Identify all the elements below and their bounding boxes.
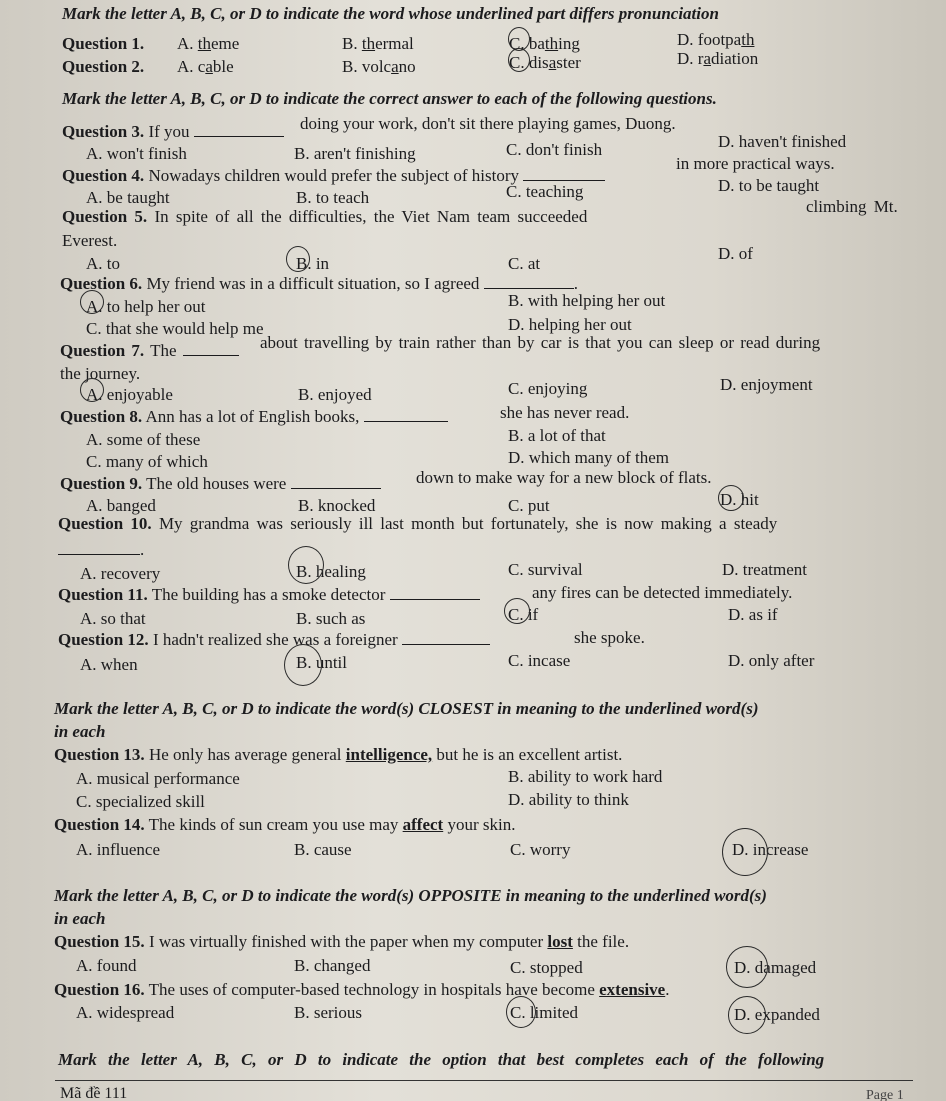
pen-mark-circle	[506, 996, 536, 1028]
underlined-word: extensive	[599, 980, 666, 999]
option-c: C. stopped	[510, 958, 583, 977]
option-c: C. disaster	[509, 53, 581, 72]
instruction-opposite-cont: in each	[54, 909, 106, 928]
option-a: A. found	[76, 956, 137, 975]
answer-blank	[183, 341, 239, 356]
pen-mark-circle	[504, 598, 530, 624]
exam-code: Mã đề 111	[60, 1085, 128, 1101]
question-15: Question 15. I was virtually finished with the paper when my computer lost the file.	[54, 932, 630, 951]
option-b: B. such as	[296, 609, 366, 628]
answer-blank	[390, 585, 480, 600]
option-b: B. healing	[296, 562, 366, 581]
option-c: C. worry	[510, 840, 571, 859]
question-label: Question 7.	[60, 341, 145, 360]
option-d: D. hit	[720, 490, 759, 509]
option-b: B. a lot of that	[508, 426, 606, 445]
pen-mark-circle	[80, 378, 104, 402]
option-a: A. be taught	[86, 188, 170, 207]
option-c: C. survival	[508, 560, 583, 579]
question-7: Question 7. The about travelling by train rather than by car is that you can sleep or read during	[60, 333, 821, 360]
question-9: Question 9. The old houses were down to make way for a new block of flats.	[60, 468, 712, 493]
pen-mark-circle	[284, 644, 322, 686]
question-14: Question 14. The kinds of sun cream you use may affect your skin.	[54, 815, 516, 834]
option-d: D. as if	[728, 605, 778, 624]
option-a: A. when	[80, 655, 138, 674]
answer-blank	[364, 407, 448, 422]
pen-mark-circle	[718, 485, 744, 511]
option-a: A. won't finish	[86, 144, 187, 163]
question-label: Question 4.	[62, 166, 145, 185]
answer-blank	[58, 540, 140, 555]
pen-mark-circle	[80, 290, 104, 314]
answer-blank	[402, 630, 490, 645]
question-10-options	[80, 560, 807, 584]
question-5: Question 5. In spite of all the difficulties, the Viet Nam team succeeded climbing Mt.	[62, 197, 898, 226]
option-c: C. bathing	[509, 34, 580, 53]
answer-blank	[484, 274, 574, 289]
pen-mark-circle	[726, 946, 768, 988]
option-d: D. of	[718, 244, 753, 263]
option-b: B. enjoyed	[298, 385, 372, 404]
footer-divider	[55, 1080, 913, 1081]
option-c: C. if	[508, 605, 539, 624]
pen-mark-circle	[508, 48, 530, 72]
question-2	[62, 49, 759, 77]
instruction-complete: Mark the letter A, B, C, or D to indicate the option that best completes each of the following	[58, 1050, 825, 1069]
option-a: A. so that	[80, 609, 146, 628]
option-b: B. knocked	[298, 496, 376, 515]
question-13: Question 13. He only has average general intelligence, but he is an excellent artist.	[54, 745, 623, 764]
option-d: D. treatment	[722, 560, 807, 579]
option-c: C. put	[508, 496, 550, 515]
question-5-continued: Everest.	[62, 231, 118, 250]
question-label: Question 12.	[58, 630, 149, 649]
instruction-closest-cont: in each	[54, 722, 106, 741]
option-d: D. only after	[728, 651, 815, 670]
pen-mark-circle	[728, 996, 766, 1034]
option-c: C. limited	[510, 1003, 578, 1022]
question-label: Question 11.	[58, 585, 148, 604]
option-a: A. cable	[177, 57, 234, 76]
question-label: Question 10.	[58, 514, 152, 533]
pen-mark-circle	[722, 828, 768, 876]
question-11-options	[80, 605, 778, 629]
question-9-options	[86, 490, 759, 516]
question-1	[62, 30, 755, 54]
option-b: B. changed	[294, 956, 371, 975]
option-a: A. theme	[177, 34, 240, 53]
question-label: Question 6.	[60, 274, 143, 293]
option-c: C. specialized skill	[76, 792, 205, 811]
option-b: B. aren't finishing	[294, 144, 416, 163]
question-7-continued: the journey.	[60, 364, 141, 383]
underlined-word: intelligence,	[345, 745, 433, 764]
question-12: Question 12. I hadn't realized she was a foreigner she spoke.	[58, 628, 645, 649]
question-label: Question 3.	[62, 122, 145, 141]
question-13-options-2	[76, 790, 629, 812]
option-b: B. volcano	[342, 57, 416, 76]
instruction-opposite: Mark the letter A, B, C, or D to indicate the word(s) OPPOSITE in meaning to the underlined word(s)	[54, 886, 767, 905]
option-a: A. musical performance	[76, 769, 240, 788]
question-label: Question 16.	[54, 980, 145, 999]
question-13-options	[76, 767, 663, 789]
option-d: D. which many of them	[508, 448, 669, 467]
question-6-options-2	[86, 315, 632, 339]
question-11: Question 11. The building has a smoke detector any fires can be detected immediately.	[58, 583, 793, 604]
question-5-options	[86, 244, 753, 274]
option-b: B. thermal	[342, 34, 414, 53]
page-number: Page 1	[866, 1088, 904, 1101]
option-b: B. until	[296, 653, 348, 672]
question-16-options	[76, 1003, 820, 1024]
option-c: C. many of which	[86, 452, 208, 471]
option-d: D. ability to think	[508, 790, 629, 809]
question-3: Question 3. If you doing your work, don't sit there playing games, Duong.	[62, 114, 676, 141]
question-label: Question 13.	[54, 745, 145, 764]
option-c: C. at	[508, 254, 541, 273]
option-c: C. teaching	[506, 182, 584, 201]
option-a: A. recovery	[80, 564, 161, 583]
question-label: Question 14.	[54, 815, 145, 834]
question-10-continued: .	[58, 540, 144, 560]
option-b: B. cause	[294, 840, 352, 859]
question-8-options-2	[86, 448, 669, 472]
option-a: A. to help her out	[86, 297, 206, 316]
question-15-options	[76, 956, 817, 977]
option-c: C. incase	[508, 651, 571, 670]
option-a: A. banged	[86, 496, 156, 515]
question-14-options	[76, 840, 809, 860]
answer-blank	[194, 122, 284, 137]
question-12-options	[80, 651, 815, 675]
option-d: D. helping her out	[508, 315, 632, 334]
answer-blank	[291, 474, 381, 489]
option-d: D. radiation	[677, 49, 759, 68]
question-8-options	[86, 426, 606, 450]
option-d: D. footpath	[677, 30, 755, 49]
option-d: D. expanded	[734, 1005, 820, 1024]
option-c: C. don't finish	[506, 140, 603, 159]
option-d: D. haven't finished	[718, 132, 847, 151]
question-3-options	[86, 132, 847, 164]
question-label: Question 8.	[60, 407, 143, 426]
question-label: Question 9.	[60, 474, 143, 493]
instruction-pronunciation: Mark the letter A, B, C, or D to indicate the word whose underlined part differs pronunciation	[62, 4, 719, 23]
option-c: C. enjoying	[508, 379, 588, 398]
question-label: Question 1.	[62, 34, 145, 53]
pen-mark-circle	[288, 546, 324, 584]
option-b: B. ability to work hard	[508, 767, 663, 786]
question-16: Question 16. The uses of computer-based technology in hospitals have become extensive.	[54, 980, 670, 999]
question-6: Question 6. My friend was in a difficult situation, so I agreed .	[60, 274, 578, 293]
option-b: B. with helping her out	[508, 291, 666, 310]
underlined-word: lost	[547, 932, 573, 951]
option-d: D. damaged	[734, 958, 817, 977]
option-d: D. to be taught	[718, 176, 820, 195]
option-a: A. influence	[76, 840, 161, 859]
option-b: B. in	[296, 254, 330, 273]
question-label: Question 5.	[62, 207, 148, 226]
underlined-word: affect	[402, 815, 444, 834]
question-4-options	[86, 176, 820, 208]
question-8: Question 8. Ann has a lot of English books, she has never read.	[60, 403, 630, 426]
pen-mark-circle	[286, 246, 310, 272]
instruction-correct-answer: Mark the letter A, B, C, or D to indicate the correct answer to each of the following questions.	[62, 89, 717, 108]
option-b: B. to teach	[296, 188, 370, 207]
option-a: A. enjoyable	[86, 385, 173, 404]
option-c: C. that she would help me	[86, 319, 264, 338]
question-label: Question 2.	[62, 57, 145, 76]
option-d: D. enjoyment	[720, 375, 813, 394]
instruction-closest: Mark the letter A, B, C, or D to indicate the word(s) CLOSEST in meaning to the underlined word(s)	[54, 699, 759, 718]
question-label: Question 15.	[54, 932, 145, 951]
option-b: B. serious	[294, 1003, 362, 1022]
option-d: D. increase	[732, 840, 809, 859]
answer-blank	[523, 166, 605, 181]
option-a: A. some of these	[86, 430, 201, 449]
option-a: A. widespread	[76, 1003, 175, 1022]
question-4: Question 4. Nowadays children would prefer the subject of history in more practical ways.	[62, 154, 835, 185]
question-10: Question 10. My grandma was seriously ill last month but fortunately, she is now making a steady	[58, 514, 778, 533]
option-a: A. to	[86, 254, 120, 273]
